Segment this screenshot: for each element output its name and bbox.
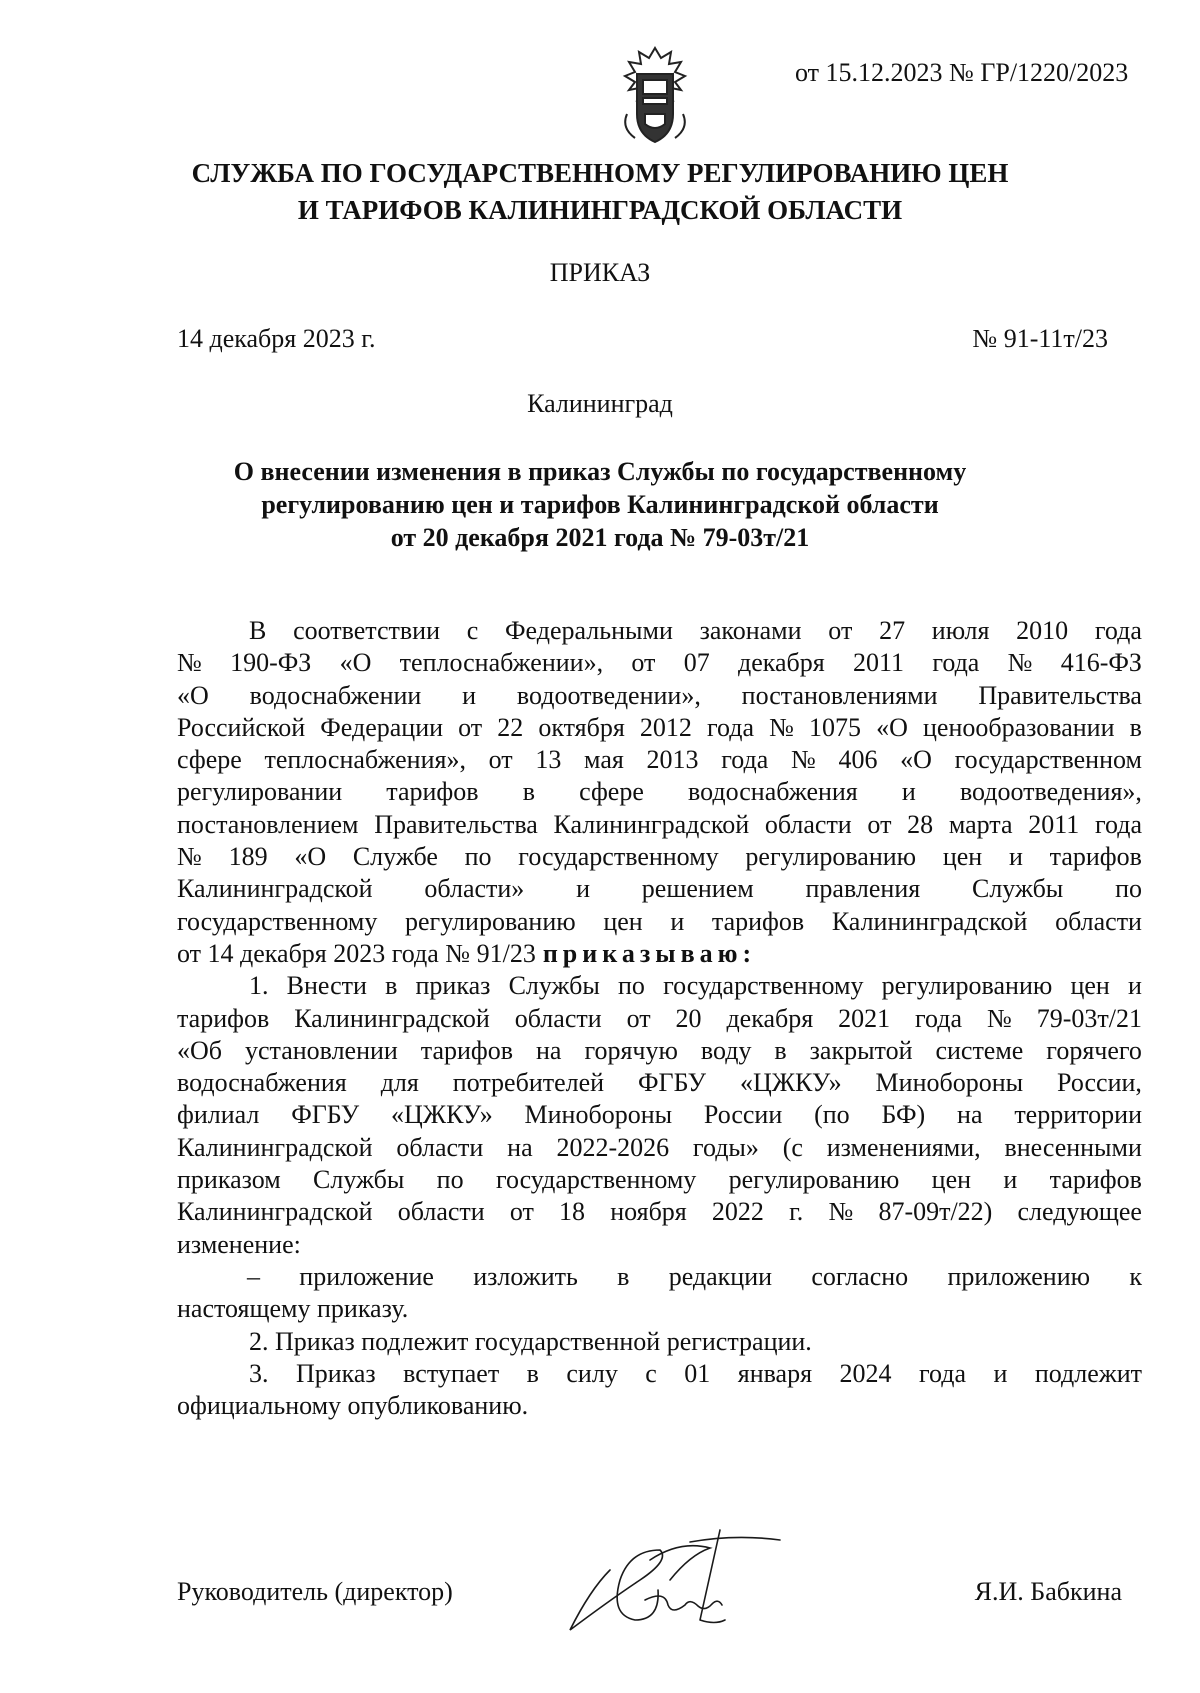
word: от <box>509 1197 534 1227</box>
word: «О <box>294 842 327 872</box>
word: года <box>915 1003 963 1033</box>
text-line <box>177 809 1142 841</box>
word: ФГБУ <box>291 1100 360 1130</box>
word: декабря <box>737 648 825 678</box>
word: 1075 <box>809 712 862 742</box>
signatory-name: Я.И. Бабкина <box>974 1577 1122 1606</box>
word: Федеральными <box>505 616 673 645</box>
word: в <box>522 777 535 807</box>
word: ценообразовании <box>923 712 1115 742</box>
word: горячего <box>1046 1035 1142 1065</box>
document-type: ПРИКАЗ <box>549 258 651 287</box>
item-1-paragraph <box>177 970 1142 1228</box>
word: редакции <box>668 1261 773 1291</box>
word: Службы <box>313 1165 405 1195</box>
word: водоотведения», <box>959 777 1142 807</box>
word: Калининградской <box>294 1003 490 1033</box>
preamble-end: от 14 декабря 2023 года № 91/23 <box>177 938 536 968</box>
word: на <box>957 1100 983 1130</box>
word: по <box>436 1165 464 1195</box>
text-line <box>177 1099 1142 1131</box>
word: 2013 <box>646 745 699 775</box>
word: в <box>617 1261 630 1291</box>
word: 87-09т/22) <box>878 1197 993 1227</box>
text-line <box>177 906 1142 938</box>
word: «О <box>900 745 932 775</box>
word: 2012 <box>639 712 692 742</box>
word: (по <box>814 1100 850 1130</box>
word: «ЦЖКУ» <box>391 1100 493 1130</box>
subject-line: О внесении изменения в приказ Службы по государственному <box>233 457 967 486</box>
word: области <box>764 809 852 839</box>
word: и <box>993 1358 1008 1388</box>
preamble-paragraph <box>177 615 1142 938</box>
word: государственному <box>518 842 719 872</box>
word: Минобороны <box>875 1068 1024 1098</box>
text-line <box>177 1293 1142 1325</box>
subject-line: от 20 декабря 2021 года № 79-03т/21 <box>390 523 810 552</box>
word: 18 <box>559 1197 586 1227</box>
word: мая <box>584 745 624 775</box>
word: «О <box>876 712 908 742</box>
word: в <box>385 971 398 1001</box>
word: силу <box>566 1358 618 1388</box>
text-line <box>177 712 1142 744</box>
text-line <box>177 776 1142 808</box>
text-line <box>177 873 1142 905</box>
word: установлении <box>244 1035 398 1065</box>
word: области <box>514 1003 602 1033</box>
word: 13 <box>535 745 562 775</box>
word: октября <box>538 712 625 742</box>
word: теплоснабжения», <box>264 745 466 775</box>
word: года <box>932 648 980 678</box>
word: января <box>737 1358 813 1388</box>
word: государственному <box>177 906 378 936</box>
city: Калининград <box>527 389 673 418</box>
word: 406 <box>838 745 878 775</box>
text-line <box>177 647 1142 679</box>
word: водоснабжении <box>249 680 422 710</box>
word: от <box>488 745 513 775</box>
word: тарифов <box>1049 1165 1142 1195</box>
word: на <box>507 1132 533 1162</box>
order-body <box>177 615 1142 1422</box>
word: филиал <box>177 1100 260 1130</box>
word: области <box>1055 906 1142 936</box>
word: (с <box>782 1132 803 1162</box>
word: цен <box>1070 971 1110 1001</box>
word: 416-ФЗ <box>1060 648 1142 678</box>
word: 190-ФЗ <box>230 648 312 678</box>
word: 28 <box>907 809 934 839</box>
text-line <box>177 1132 1142 1164</box>
word: приказом <box>177 1165 281 1195</box>
word: подлежит <box>1034 1358 1142 1388</box>
word: законами <box>699 616 802 645</box>
word: Приказ <box>295 1358 376 1388</box>
word: от <box>867 809 892 839</box>
registration-number: от 15.12.2023 № ГР/1220/2023 <box>795 58 1129 87</box>
text-line <box>177 1196 1142 1228</box>
word: № <box>986 1003 1012 1033</box>
word: ноября <box>610 1197 687 1227</box>
word: «Об <box>177 1035 223 1065</box>
word: России <box>703 1100 783 1130</box>
word: Правительства <box>978 680 1142 710</box>
word: приложению <box>947 1261 1091 1291</box>
word: от <box>828 616 853 645</box>
word: водоснабжения <box>177 1068 347 1098</box>
text-line <box>177 970 1142 1002</box>
text-line <box>177 1390 1142 1422</box>
word: 2022-2026 <box>556 1132 670 1162</box>
word: «ЦЖКУ» <box>739 1068 842 1098</box>
word: июля <box>931 616 990 645</box>
word: 1. <box>249 971 269 1001</box>
word: приложение <box>299 1261 434 1291</box>
text-line <box>177 841 1142 873</box>
word: теплоснабжении», <box>399 648 604 678</box>
word: и <box>576 874 591 904</box>
word: Минобороны <box>524 1100 673 1130</box>
word: по <box>1115 874 1142 904</box>
word: года <box>1094 616 1142 645</box>
agency-name-line: И ТАРИФОВ КАЛИНИНГРАДСКОЙ ОБЛАСТИ <box>297 195 903 225</box>
word: и <box>901 777 916 807</box>
word: приказ <box>415 971 491 1001</box>
text-line <box>177 938 1142 970</box>
word: в <box>774 1035 787 1065</box>
word: 07 <box>683 648 710 678</box>
agency-name <box>0 155 1200 229</box>
word: от <box>626 1003 651 1033</box>
word: 27 <box>879 616 906 645</box>
word: года <box>1094 809 1142 839</box>
handwritten-signature <box>550 1520 800 1640</box>
word: тарифов <box>177 1003 270 1033</box>
text-line <box>177 744 1142 776</box>
word: регулированию <box>745 842 917 872</box>
word: 2022 <box>711 1197 764 1227</box>
word: тарифов <box>711 906 805 936</box>
word: регулированию <box>881 971 1053 1001</box>
word: 79-03т/21 <box>1036 1003 1142 1033</box>
word: области <box>396 1132 484 1162</box>
word: цен <box>931 1165 972 1195</box>
word: сфере <box>177 745 242 775</box>
item-3-end: официальному опубликованию. <box>177 1391 529 1421</box>
word: в <box>1129 712 1142 742</box>
word: и <box>1127 971 1142 1001</box>
word: по <box>464 842 492 872</box>
word: к <box>1129 1261 1142 1291</box>
word: от <box>631 648 656 678</box>
word: 2011 <box>852 648 905 678</box>
order-number: № 91-11т/23 <box>972 324 1108 353</box>
word: Калининградской <box>177 874 373 904</box>
word: Федерации <box>320 712 444 742</box>
word: цен <box>942 842 983 872</box>
word: водоотведении», <box>516 680 701 710</box>
word: ФГБУ <box>638 1068 706 1098</box>
word: территории <box>1014 1100 1142 1130</box>
word: годы» <box>692 1132 759 1162</box>
word: соответствии <box>293 616 440 645</box>
word: вступает <box>403 1358 500 1388</box>
word: № <box>1007 648 1033 678</box>
word: области <box>397 1197 485 1227</box>
word: тарифов <box>386 777 479 807</box>
word: сфере <box>579 777 644 807</box>
word: водоснабжения <box>688 777 858 807</box>
word: для <box>380 1068 419 1098</box>
word: с <box>645 1358 657 1388</box>
word: воду <box>700 1035 752 1065</box>
subject-line: регулированию цен и тарифов Калининградской области <box>261 490 939 519</box>
word: Службы <box>508 971 600 1001</box>
word: и <box>1003 1165 1018 1195</box>
word: по <box>618 971 645 1001</box>
word: Калининградской <box>177 1197 373 1227</box>
word: изменениями, <box>826 1132 981 1162</box>
item-1-end: изменение: <box>177 1229 301 1259</box>
word: постановлением <box>177 809 359 839</box>
word: от <box>458 712 483 742</box>
text-line <box>177 1164 1142 1196</box>
text-line <box>177 680 1142 712</box>
word: Правительства <box>374 809 538 839</box>
word: № <box>769 712 794 742</box>
word: «О <box>177 680 209 710</box>
word: цен <box>603 906 643 936</box>
word: решением <box>641 874 754 904</box>
word: 2010 <box>1016 616 1069 645</box>
order-subject <box>0 455 1200 554</box>
word: 20 <box>675 1003 702 1033</box>
text-line <box>177 615 1142 647</box>
word: Службы <box>971 874 1064 904</box>
item-2 <box>177 1326 1142 1358</box>
word: регулированию <box>405 906 576 936</box>
coat-of-arms-icon <box>615 44 695 146</box>
dash-item <box>177 1261 1142 1293</box>
word: изложить <box>473 1261 578 1291</box>
word: № <box>177 842 202 872</box>
word: государственном <box>954 745 1142 775</box>
word: закрытой <box>809 1035 913 1065</box>
word: – <box>247 1261 260 1291</box>
word: и <box>1008 842 1023 872</box>
word: года <box>918 1358 966 1388</box>
word: и <box>670 906 685 936</box>
word: горячую <box>584 1035 678 1065</box>
word: России, <box>1057 1068 1142 1098</box>
word: «О <box>339 648 372 678</box>
word: согласно <box>811 1261 909 1291</box>
word: 01 <box>684 1358 711 1388</box>
word: регулированию <box>728 1165 900 1195</box>
agency-name-line: СЛУЖБА ПО ГОСУДАРСТВЕННОМУ РЕГУЛИРОВАНИЮ ЦЕН <box>191 158 1009 188</box>
word: потребителей <box>452 1068 605 1098</box>
word: 2024 <box>839 1358 892 1388</box>
word: и <box>462 680 477 710</box>
word: 2021 <box>838 1003 891 1033</box>
word: государственному <box>663 971 864 1001</box>
word: № <box>828 1197 854 1227</box>
word: г. <box>789 1197 804 1227</box>
word: № <box>177 648 202 678</box>
word: Калининградской <box>553 809 750 839</box>
text-line <box>177 1003 1142 1035</box>
word: года <box>721 745 769 775</box>
word: внесенными <box>1004 1132 1142 1162</box>
word: декабря <box>726 1003 814 1033</box>
word: системе <box>935 1035 1024 1065</box>
word: Службе <box>352 842 438 872</box>
word: с <box>466 616 479 645</box>
word: марта <box>948 809 1013 839</box>
word: года <box>707 712 755 742</box>
word: № <box>790 745 816 775</box>
word: тарифов <box>420 1035 514 1065</box>
decree-word: приказываю: <box>542 938 757 968</box>
word: тарифов <box>1049 842 1142 872</box>
text-line <box>177 1067 1142 1099</box>
word: Внести <box>286 971 367 1001</box>
order-date: 14 декабря 2023 г. <box>177 324 376 353</box>
word: регулировании <box>177 777 343 807</box>
word: 22 <box>497 712 524 742</box>
signatory-title: Руководитель (директор) <box>177 1577 453 1606</box>
word: следующее <box>1017 1197 1142 1227</box>
word: правления <box>805 874 921 904</box>
word: государственному <box>495 1165 697 1195</box>
word: постановлениями <box>741 680 938 710</box>
word: Калининградской <box>177 1132 373 1162</box>
word: области» <box>424 874 525 904</box>
word: на <box>536 1035 562 1065</box>
word: 2011 <box>1028 809 1080 839</box>
item-2-text: 2. Приказ подлежит государственной регистрации. <box>249 1326 812 1356</box>
word: Российской <box>177 712 306 742</box>
word: 189 <box>228 842 268 872</box>
word: 3. <box>249 1358 269 1388</box>
word: БФ) <box>881 1100 926 1130</box>
word: в <box>526 1358 539 1388</box>
text-line <box>177 1229 1142 1261</box>
text-line <box>177 1035 1142 1067</box>
word: В <box>249 616 267 645</box>
item-3 <box>177 1358 1142 1390</box>
dash-item-end: настоящему приказу. <box>177 1294 409 1324</box>
word: Калининградской <box>831 906 1028 936</box>
